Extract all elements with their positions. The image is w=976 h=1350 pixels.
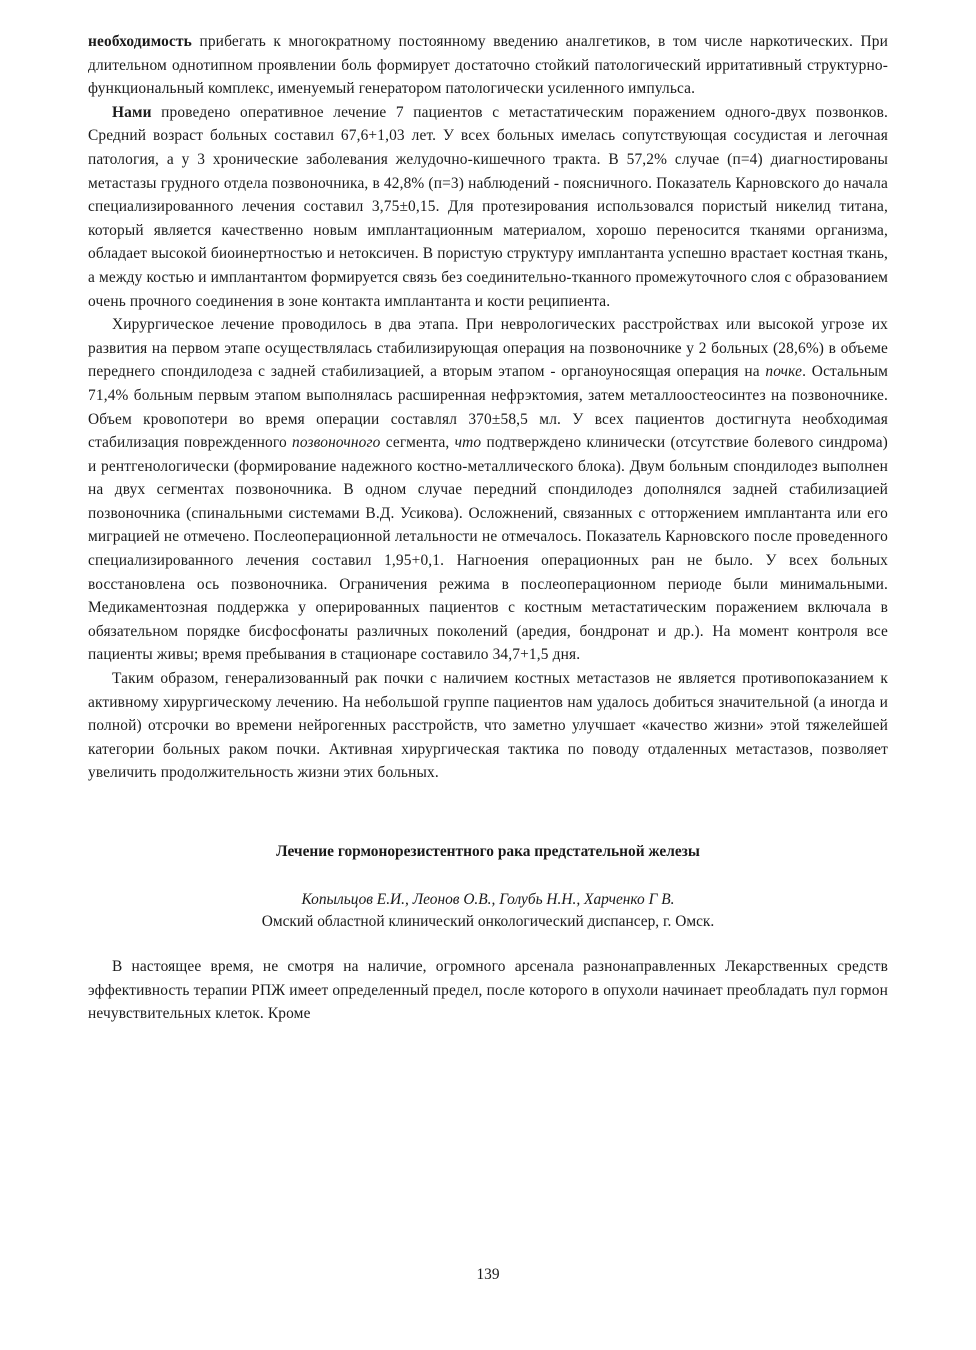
article-intro-paragraph: В настоящее время, не смотря на наличие, огромного арсенала разнонаправленных Лекарственных средств эффективность терапии РПЖ имеет определенный предел, после которого в опухоли начинает преобладать пул гормон нечувствительных клеток. Кроме (88, 958, 888, 1023)
paragraph-3-part-3: сегмента, (380, 434, 455, 452)
paragraph-1 (88, 30, 888, 101)
paragraph-3-part-1: Хирургическое лечение проводилось в два этапа. При неврологических расстройствах или высокой угрозе их развития на первом этапе осуществлялась стабилизирующая операция на позвоночнике у 2 больных (28,6%) в объеме переднего спондилодеза с задней стабилизацией, а вторым этапом - органоуносящая операция на (88, 316, 888, 381)
paragraph-1-lead: необходимость (88, 33, 192, 50)
paragraph-3-part-4: подтверждено клинически (отсутствие болевого синдрома) и рентгенологически (формирование надежного костно-металлического блока). Двум больным спондилодез выполнен на двух сегментах позвоночника. В одном случае передний спондилодез дополнялся задней стабилизацией позвоночника (спинальными системами В.Д. Усикова). Осложнений, связанных с отторжением имплантанта или его миграцией не отмечено. Послеоперационной летальности не отмечалось. Показатель Карновского после проведенного специализированного лечения составил 1,95+0,1. Нагноения операционных ран не было. У всех больных восстановлена ось позвоночника. Ограничения режима в послеоперационном периоде были минимальными. Медикаментозная поддержка у оперированных пациентов с костным метастатическим поражением включала в обязательном порядке бисфосфонаты различных поколений (аредия, бондронат и др.). На момент контроля все пациенты живы; время пребывания в стационаре составило 34,7+1,5 дня. (88, 434, 888, 664)
section-spacer (88, 785, 888, 841)
page-number: 139 (476, 1266, 500, 1283)
paragraph-2 (88, 101, 888, 313)
paragraph-4 (88, 667, 888, 785)
paragraph-3-italic-2: позвоночного (292, 434, 381, 452)
page-body (88, 30, 888, 1026)
paragraph-2-text: проведено оперативное лечение 7 пациентов с метастатическим поражением одного-двух позвонков. Средний возраст больных составил 67,6+1,03 лет. У всех больных имелась сопутствующая сосудистая и легочная патология, а у 3 хронические заболевания желудочно-кишечного тракта. В 57,2% случае (п=4) диагностированы метастазы грудного отдела позвоночника, в 42,8% (п=3) наблюдений - поясничного. Показатель Карновского до начала специализированного лечения составил 3,75±0,15. Для протезирования использовался пористый никелид титана, который является качественно новым имплантационным материалом, хорошо переносится тканями организма, обладает высокой биоинертностью и нетоксичен. В пористую структуру имплантанта успешно врастает костная ткань, а между костью и имплантантом формируется связь без соединительно-тканного промежуточного слоя с образованием очень прочного соединения в зоне контакта имплантанта и кости реципиента. (88, 103, 888, 310)
paragraph-3-italic-1: почке (765, 363, 803, 381)
paragraph-3-italic-3: что (454, 434, 482, 452)
article-authors: Копыльцов Е.И., Леонов О.В., Голубь Н.Н., Харченко Г В. (301, 891, 675, 908)
paragraph-4-text: Таким образом, генерализованный рак почки с наличием костных метастазов не является противопоказанием к активному хирургическому лечению. На небольшой группе пациентов нам удалось добиться значительной (а иногда и полной) отсрочки во времени нейрогенных расстройств, что заметно улучшает «качество жизни» этой тяжелейшей категории больных раком почки. Активная хирургическая тактика по поводу отдаленных метастазов, позволяет увеличить продолжительность жизни этих больных. (88, 670, 888, 782)
article-affiliation: Омский областной клинический онкологический диспансер, г. Омск. (261, 913, 715, 930)
paragraph-2-lead: Нами (112, 103, 152, 121)
paragraph-1-text: прибегать к многократному постоянному введению аналгетиков, в том числе наркотических. При длительном однотипном проявлении боль формирует достаточно стойкий патологический ирритативный структурно-функциональный комплекс, именуемый генератором патологически усиленного импульса. (88, 33, 888, 98)
paragraph-3 (88, 313, 888, 667)
article-title: Лечение гормонорезистентного рака предстательной железы (276, 843, 700, 860)
paragraph-3-part-2: . Остальным 71,4% больным первым этапом выполнялась расширенная нефрэктомия, затем металлоостеосинтез на позвоночнике. Объем кровопотери во время операции составлял 370±58,5 мл. У всех пациентов достигнута необходимая стабилизация поврежденного (88, 363, 888, 452)
